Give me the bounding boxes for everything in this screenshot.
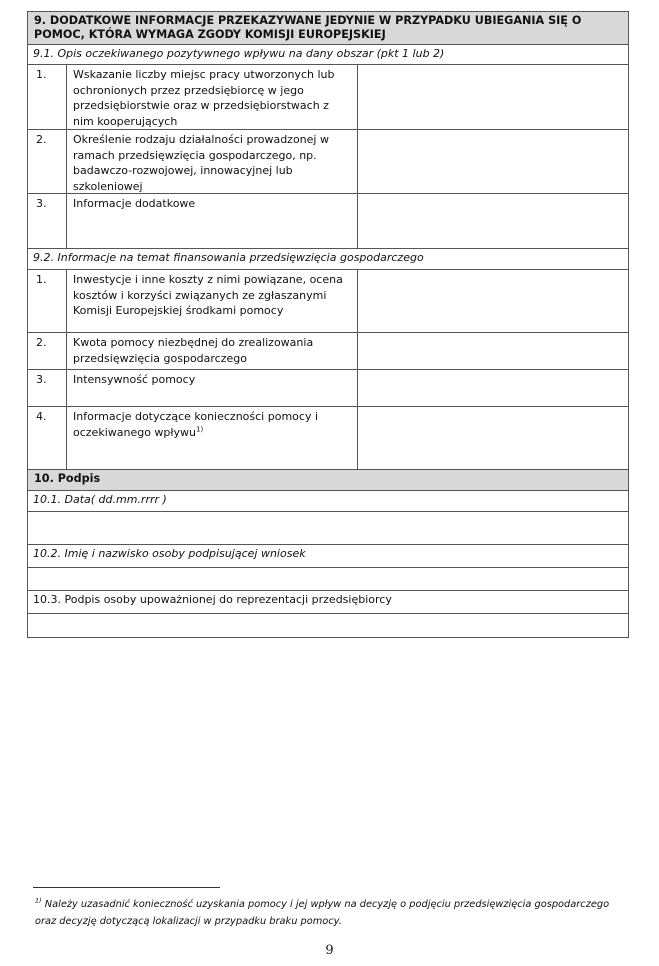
answer-field[interactable] <box>358 407 628 469</box>
footnote-text: Należy uzasadnić konieczność uzyskania pomocy i jej wpływ na decyzję o podjęciu przedsięwzięcia gospodarczego oraz decyzję dotyczącą lokalizacji w przypadku braku pomocy. <box>35 899 610 927</box>
table-row <box>28 65 628 130</box>
table-row <box>28 333 628 370</box>
section-9-title: 9. DODATKOWE INFORMACJE PRZEKAZYWANE JEDYNIE W PRZYPADKU UBIEGANIA SIĘ O POMOC, KTÓRA WYMAGA ZGODY KOMISJI EUROPEJSKIEJ <box>34 14 582 41</box>
footnote-mark: 1) <box>35 896 42 905</box>
row-number: 1. <box>28 270 67 332</box>
subsection-9-1-header <box>28 45 628 65</box>
section-9-header <box>28 12 628 45</box>
field-10-1-label: 10.1. Data( dd.mm.rrrr ) <box>33 493 167 506</box>
row-number: 3. <box>28 194 67 248</box>
table-row <box>28 370 628 407</box>
row-number: 1. <box>28 65 67 129</box>
answer-field[interactable] <box>358 370 628 406</box>
row-description: Kwota pomocy niezbędnej do zrealizowania przedsięwzięcia gospodarczego <box>67 333 358 369</box>
name-field[interactable] <box>28 568 628 591</box>
row-description: Informacje dodatkowe <box>67 194 358 248</box>
row-number: 2. <box>28 333 67 369</box>
row-description <box>67 407 358 469</box>
subsection-9-2-header <box>28 249 628 270</box>
page-number: 9 <box>325 943 334 958</box>
field-10-3-label: 10.3. Podpis osoby upoważnionej do reprezentacji przedsiębiorcy <box>33 593 392 606</box>
row-description: Określenie rodzaju działalności prowadzonej w ramach przedsięwzięcia gospodarczego, np. badawczo-rozwojowej, innowacyjnej lub szkoleniowej <box>67 130 358 193</box>
footnote <box>35 897 615 930</box>
field-10-3-label-row <box>28 591 628 614</box>
date-field[interactable] <box>28 512 628 545</box>
field-10-1-label-row <box>28 491 628 512</box>
subsection-9-2-title: 9.2. Informacje na temat finansowania przedsięwzięcia gospodarczego <box>33 251 424 264</box>
field-10-2-label-row <box>28 545 628 568</box>
answer-field[interactable] <box>358 333 628 369</box>
row-number: 4. <box>28 407 67 469</box>
footnote-separator <box>33 887 220 888</box>
row-number: 2. <box>28 130 67 193</box>
form-table <box>27 11 629 638</box>
row-description: Intensywność pomocy <box>67 370 358 406</box>
row-description: Inwestycje i inne koszty z nimi powiązane, ocena kosztów i korzyści związanych ze zgłaszanymi Komisji Europejskiej środkami pomocy <box>67 270 358 332</box>
row-number: 3. <box>28 370 67 406</box>
signature-field[interactable] <box>28 614 628 637</box>
footnote-reference: 1) <box>196 424 204 433</box>
table-row <box>28 130 628 194</box>
subsection-9-1-title: 9.1. Opis oczekiwanego pozytywnego wpływu na dany obszar (pkt 1 lub 2) <box>33 47 445 60</box>
field-10-2-label: 10.2. Imię i nazwisko osoby podpisującej wniosek <box>33 547 306 560</box>
table-row <box>28 407 628 470</box>
table-row <box>28 194 628 249</box>
answer-field[interactable] <box>358 130 628 193</box>
table-row <box>28 270 628 333</box>
section-10-title: 10. Podpis <box>34 472 101 485</box>
row-description-text: Informacje dotyczące konieczności pomocy i oczekiwanego wpływu <box>73 410 319 439</box>
answer-field[interactable] <box>358 270 628 332</box>
section-10-header <box>28 470 628 491</box>
answer-field[interactable] <box>358 65 628 129</box>
answer-field[interactable] <box>358 194 628 248</box>
row-description: Wskazanie liczby miejsc pracy utworzonych lub ochronionych przez przedsiębiorcę w jego przedsiębiorstwie oraz w przedsiębiorstwach z nim kooperujących <box>67 65 358 129</box>
